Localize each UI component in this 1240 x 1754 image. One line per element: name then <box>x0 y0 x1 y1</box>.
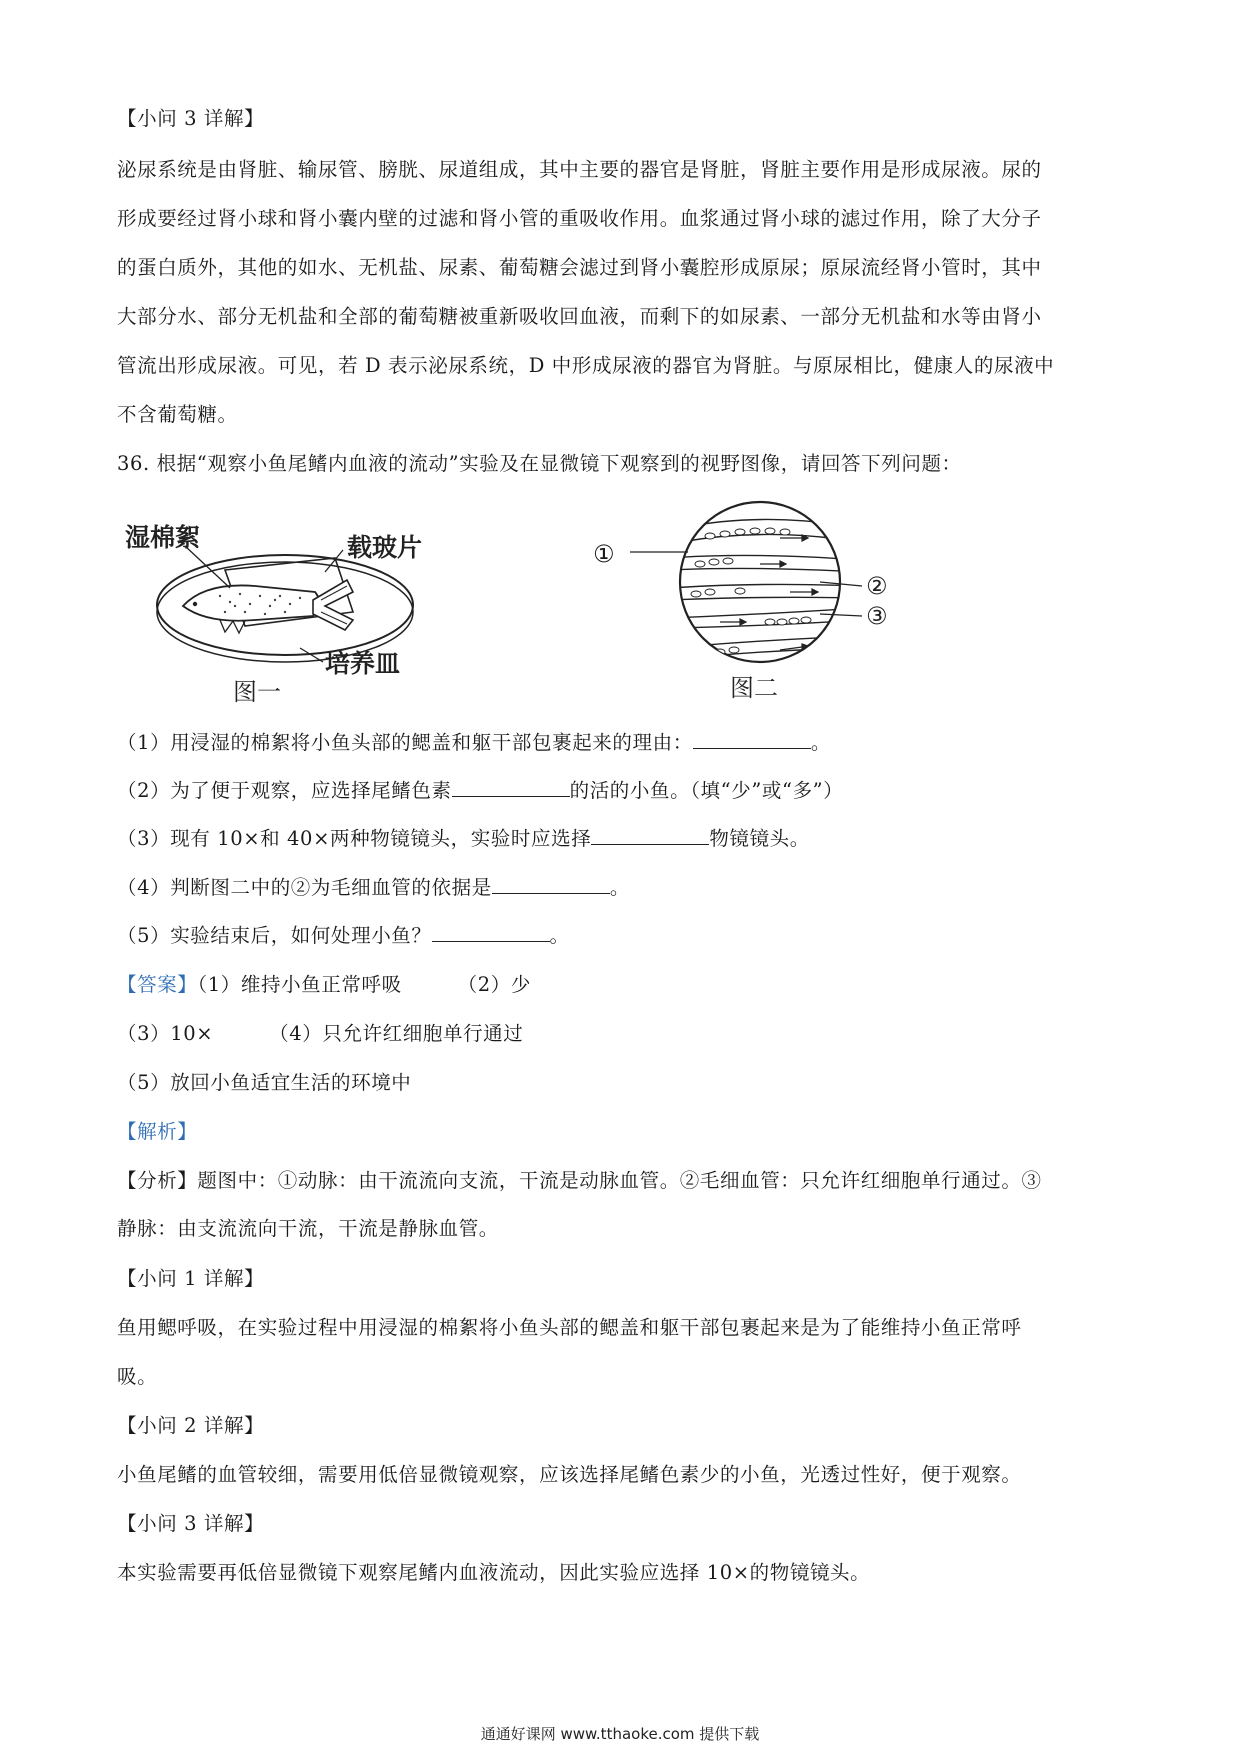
figure-one-caption: 图一 <box>233 678 281 705</box>
answer-blank <box>693 728 811 749</box>
analysis-line: 【分析】题图中：①动脉：由干流流向支流，干流是动脉血管。②毛细血管：只允许红细胞单行通过。③ <box>117 1169 1042 1192</box>
figure-two <box>630 500 930 700</box>
paragraph-line: 管流出形成尿液。可见，若 D 表示泌尿系统，D 中形成尿液的器官为肾脏。与原尿相比，健康人的尿液中 <box>117 354 1055 377</box>
paragraph-line: 吸。 <box>117 1365 158 1388</box>
analysis-tag: 【解析】 <box>117 1120 198 1143</box>
paragraph-line: 形成要经过肾小球和肾小囊内壁的过滤和肾小管的重吸收作用。血浆通过肾小球的滤过作用，除了大分子 <box>117 207 1042 230</box>
paragraph-line: 泌尿系统是由肾脏、输尿管、膀胱、尿道组成，其中主要的器官是肾脏，肾脏主要作用是形成尿液。尿的 <box>117 158 1042 181</box>
question-item-3: （3）现有 10×和 40×两种物镜镜头，实验时应选择 物镜镜头。 <box>117 824 1127 854</box>
label-cotton: 湿棉絮 <box>125 523 201 552</box>
question-item-2: （2）为了便于观察，应选择尾鳍色素 的活的小鱼。（填“少”或“多”） <box>117 776 1127 806</box>
answer-line-3: （5）放回小鱼适宜生活的环境中 <box>117 1071 412 1094</box>
answer-line-1: 【答案】（1）维持小鱼正常呼吸 （2）少 <box>117 973 531 996</box>
paragraph-line: 大部分水、部分无机盐和全部的葡萄糖被重新吸收回血液，而剩下的如尿素、一部分无机盐和水等由肾小 <box>117 305 1042 328</box>
mark-one: ① <box>593 540 615 568</box>
paragraph-line: 不含葡萄糖。 <box>117 403 238 426</box>
figure-two-caption: 图二 <box>730 674 778 700</box>
section-heading: 【小问 3 详解】 <box>117 1512 265 1535</box>
question-item-4: （4）判断图二中的②为毛细血管的依据是 。 <box>117 873 1127 903</box>
paragraph-line: 本实验需要再低倍显微镜下观察尾鳍内血液流动，因此实验应选择 10×的物镜镜头。 <box>117 1561 871 1584</box>
section-heading: 【小问 1 详解】 <box>117 1267 265 1290</box>
fish-tail <box>313 580 353 630</box>
answer-tag: 【答案】 <box>117 973 198 996</box>
label-dish: 培养皿 <box>325 649 401 678</box>
answer-blank <box>432 921 550 942</box>
question-item-1: （1）用浸湿的棉絮将小鱼头部的鳃盖和躯干部包裹起来的理由： 。 <box>117 728 1127 758</box>
answer-blank <box>452 776 570 797</box>
question-item-5: （5）实验结束后，如何处理小鱼？ 。 <box>117 921 1127 951</box>
mark-two: ② <box>866 572 888 600</box>
section-heading: 【小问 3 详解】 <box>117 107 265 130</box>
figure-one <box>125 520 455 705</box>
paragraph-line: 小鱼尾鳍的血管较细，需要用低倍显微镜观察，应该选择尾鳍色素少的小鱼，光透过性好，便于观察。 <box>117 1463 1022 1486</box>
question-stem: 36. 根据“观察小鱼尾鳍内血液的流动”实验及在显微镜下观察到的视野图像，请回答下列问题： <box>117 452 962 475</box>
answer-blank <box>492 873 610 894</box>
fish-icon <box>183 585 320 620</box>
mark-three: ③ <box>866 602 888 630</box>
answer-line-2: （3）10× （4）只允许红细胞单行通过 <box>117 1022 524 1045</box>
paragraph-line: 的蛋白质外，其他的如水、无机盐、尿素、葡萄糖会滤过到肾小囊腔形成原尿；原尿流经肾小管时，其中 <box>117 256 1042 279</box>
answer-blank <box>591 824 709 845</box>
analysis-line: 静脉：由支流流向干流，干流是静脉血管。 <box>117 1217 499 1240</box>
label-slide: 载玻片 <box>347 533 423 562</box>
paragraph-line: 鱼用鳃呼吸，在实验过程中用浸湿的棉絮将小鱼头部的鳃盖和躯干部包裹起来是为了能维持小鱼正常呼 <box>117 1316 1022 1339</box>
section-heading: 【小问 2 详解】 <box>117 1414 265 1437</box>
page-footer: 通通好课网 www.tthaoke.com 提供下载 <box>480 1725 760 1743</box>
